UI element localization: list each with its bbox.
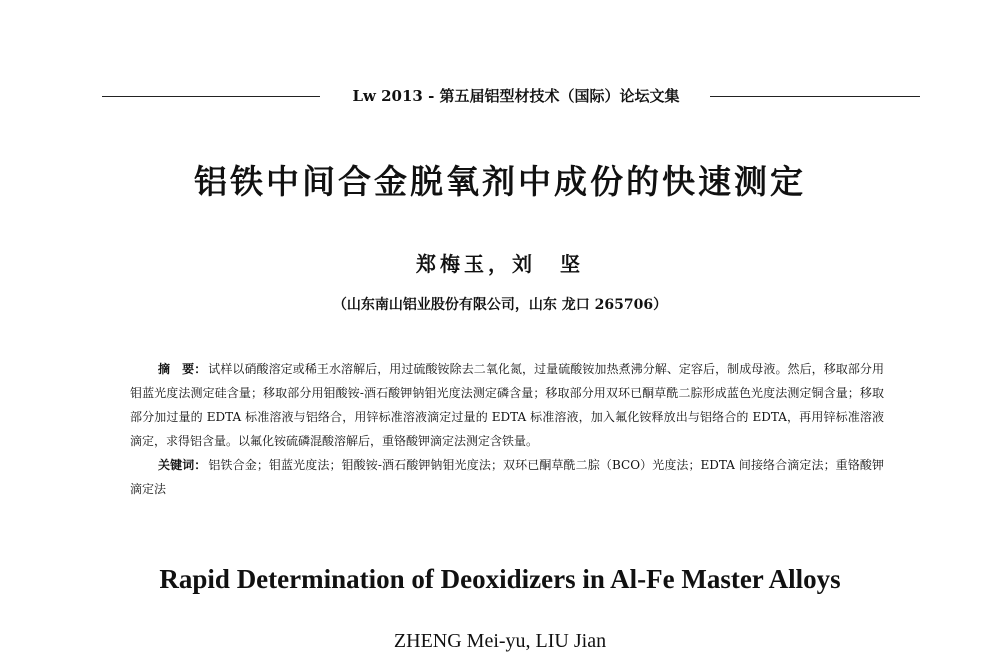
abstract-label: 摘 要： xyxy=(158,362,207,376)
affiliation-zh: （山东南山铝业股份有限公司，山东 龙口 265706） xyxy=(332,297,668,313)
header-rule-left xyxy=(102,96,320,97)
abstract-block xyxy=(130,357,884,501)
running-head-text: Lw 2013 - 第五届铝型材技术（国际）论坛文集 xyxy=(352,87,680,105)
authors-en: ZHENG Mei-yu, LIU Jian xyxy=(393,630,607,652)
authors-zh: 郑梅玉，刘 坚 xyxy=(416,252,584,276)
abstract-text: 试样以硝酸溶定或稀王水溶解后，用过硫酸铵除去二氧化氮，过量硫酸铵加热煮沸分解、定容后，制成母液。然后，移取部分用钼蓝光度法测定硅含量；移取部分用钼酸铵-酒石酸钾钠钼光度法测定磷含量；移取部分用双环已酮草酰二腙形成蓝色光度法测定铜含量；移取部分加过量的 EDTA 标准溶液与铝络合，用锌标准溶液滴定过量的 EDTA 标准溶液，加入氟化铵释放出与铝络合的 EDTA，再用锌标准溶液滴定，求得铝含量。以氟化铵硫磷混酸溶解后，重铬酸钾滴定法测定含铁量。 xyxy=(130,362,884,448)
keywords-text: 铝铁合金；钼蓝光度法；钼酸铵-酒石酸钾钠钼光度法；双环已酮草酰二腙（BCO）光度法；EDTA 间接络合滴定法；重铬酸钾滴定法 xyxy=(130,458,884,496)
paper-title-zh: 铝铁中间合金脱氧剂中成份的快速测定 xyxy=(194,162,806,201)
paper-title-en: Rapid Determination of Deoxidizers in Al-Fe Master Alloys xyxy=(159,564,841,594)
running-header xyxy=(90,84,920,110)
keywords-label: 关键词： xyxy=(158,458,207,472)
header-rule-right xyxy=(710,96,920,97)
keywords-paragraph xyxy=(130,453,884,501)
abstract-paragraph xyxy=(130,357,884,453)
